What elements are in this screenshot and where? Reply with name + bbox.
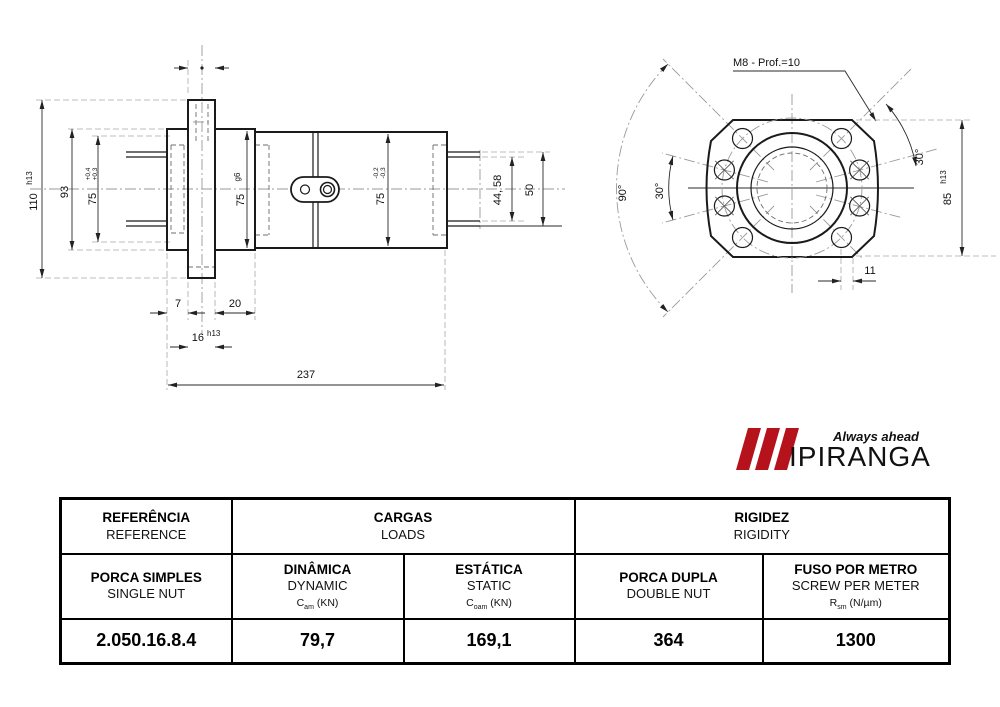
- angle-30-right-label: 30°: [914, 148, 926, 166]
- dim-75-body-tol-upper: -0,2: [373, 167, 380, 179]
- static-unit: $C_{oam}$ (KN): [466, 597, 512, 612]
- subheader-double-nut: PORCA DUPLA DOUBLE NUT: [575, 554, 763, 619]
- header-rigidity-pt: RIGIDEZ: [734, 510, 790, 526]
- spec-table: [59, 497, 951, 665]
- angle-90-label: 90°: [617, 184, 629, 202]
- dim-75g6-tol: g6: [233, 172, 242, 182]
- dim-110-label: 110: [28, 193, 40, 211]
- subheader-static: ESTÁTICA STATIC $C_{oam}$ (KN): [404, 554, 575, 619]
- header-reference-pt: REFERÊNCIA: [102, 510, 191, 526]
- dim-75-body-label: 75: [375, 192, 387, 206]
- dim-75g6-label: 75: [235, 193, 247, 207]
- dim-110-tol: h13: [25, 171, 34, 185]
- value-dynamic-load: 79,7: [232, 619, 404, 664]
- header-loads: [232, 499, 575, 554]
- dim-75-pilot-tol-lower: +0,3: [92, 167, 99, 181]
- rigidity-unit: $R_{sm}$ (N/µm): [829, 597, 882, 612]
- spec-table-container: [59, 497, 951, 665]
- subheader-single-nut: PORCA SIMPLES SINGLE NUT: [61, 554, 232, 619]
- value-static-load: 169,1: [404, 619, 575, 664]
- dim-20-label: 20: [228, 298, 242, 310]
- front-view: [616, 57, 996, 317]
- header-loads-en: LOADS: [380, 526, 426, 542]
- logo: [736, 428, 931, 472]
- logo-brand-text: IPIRANGA: [789, 441, 931, 472]
- subheader-screw-per-meter: FUSO POR METRO SCREW PER METER $R_{sm}$ (N/µm): [763, 554, 950, 619]
- header-reference-en: REFERENCE: [106, 526, 187, 542]
- value-reference: 2.050.16.8.4: [61, 619, 232, 664]
- header-rigidity: [575, 499, 950, 554]
- logo-tagline-text: Always ahead: [833, 429, 919, 444]
- value-double-nut: 364: [575, 619, 763, 664]
- subheader-dynamic: DINÂMICA DYNAMIC $C_{am}$ (KN): [232, 554, 404, 619]
- dim-237-label: 237: [296, 369, 316, 381]
- header-rigidity-en: RIGIDITY: [733, 526, 790, 542]
- dim-16-tol: h13: [207, 329, 221, 338]
- dim-7-label: 7: [174, 298, 182, 310]
- dim-75-pilot-label: 75: [87, 192, 99, 206]
- dim-85-label: 85: [942, 192, 954, 206]
- dim-75-pilot-tol-upper: +0,4: [85, 167, 92, 181]
- side-view: [25, 45, 565, 390]
- dim-75-body-tol-lower: -0,3: [380, 167, 387, 179]
- dim-44-58-label: 44, 58: [492, 174, 504, 206]
- header-reference: [61, 499, 232, 554]
- dynamic-unit: $C_{am}$ (KN): [296, 597, 339, 612]
- dim-16-label: 16: [191, 332, 204, 344]
- dim-50-label: 50: [524, 183, 536, 197]
- header-loads-pt: CARGAS: [373, 510, 433, 526]
- thread-note-label: M8 - Prof.=10: [733, 57, 800, 69]
- angle-30-left-label: 30°: [654, 182, 666, 200]
- value-screw-per-meter: 1300: [763, 619, 950, 664]
- dim-93-label: 93: [59, 185, 71, 199]
- dim-85-tol: h13: [939, 170, 948, 184]
- dim-11-label: 11: [864, 265, 876, 277]
